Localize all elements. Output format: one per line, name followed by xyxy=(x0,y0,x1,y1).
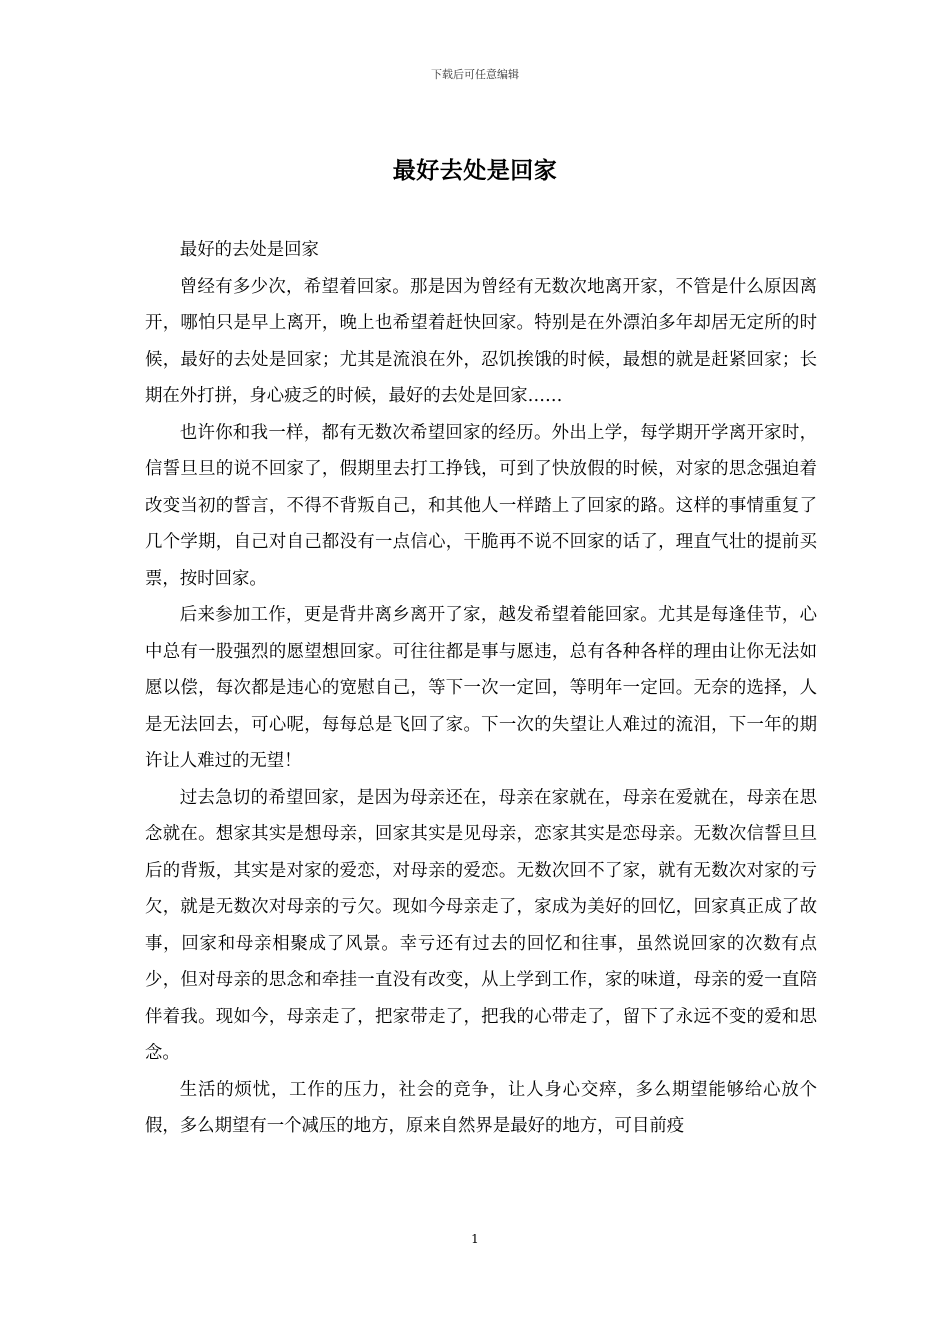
paragraph: 曾经有多少次，希望着回家。那是因为曾经有无数次地离开家，不管是什么原因离开，哪怕只是早上离开，晚上也希望着赶快回家。特别是在外漂泊多年却居无定所的时候，最好的去处是回家；尤其是流浪在外，忍饥挨饿的时候，最想的就是赶紧回家；长期在外打拼，身心疲乏的时候，最好的去处是回家…… xyxy=(145,276,817,406)
paragraph: 过去急切的希望回家，是因为母亲还在，母亲在家就在，母亲在爱就在，母亲在思念就在。想家其实是想母亲，回家其实是见母亲，恋家其实是恋母亲。无数次信誓旦旦后的背叛，其实是对家的爱恋，对母亲的爱恋。无数次回不了家，就有无数次对家的亏欠，就是无数次对母亲的亏欠。现如今母亲走了，家成为美好的回忆，回家真正成了故事，回家和母亲相聚成了风景。幸亏还有过去的回忆和往事，虽然说回家的次数有点少，但对母亲的思念和牵挂一直没有改变，从上学到工作，家的味道，母亲的爱一直陪伴着我。现如今，母亲走了，把家带走了，把我的心带走了，留下了永远不变的爱和思念。 xyxy=(145,787,817,1063)
document-title: 最好去处是回家 xyxy=(392,157,558,184)
paragraph: 生活的烦忧，工作的压力，社会的竞争，让人身心交瘁，多么期望能够给心放个假，多么期望有一个减压的地方，原来自然界是最好的地方，可目前疫 xyxy=(145,1079,817,1136)
page-number: 1 xyxy=(471,1232,479,1246)
document-body xyxy=(145,232,817,1145)
paragraph: 后来参加工作，更是背井离乡离开了家，越发希望着能回家。尤其是每逢佳节，心中总有一股强烈的愿望想回家。可往往都是事与愿违，总有各种各样的理由让你无法如愿以偿，每次都是违心的宽慰自己，等下一次一定回，等明年一定回。无奈的选择，人是无法回去，可心呢，每每总是飞回了家。下一次的失望让人难过的流泪，下一年的期许让人难过的无望！ xyxy=(145,605,817,771)
paragraph: 也许你和我一样，都有无数次希望回家的经历。外出上学，每学期开学离开家时，信誓旦旦的说不回家了，假期里去打工挣钱，可到了快放假的时候，对家的思念强迫着改变当初的誓言，不得不背叛自己，和其他人一样踏上了回家的路。这样的事情重复了几个学期，自己对自己都没有一点信心，干脆再不说不回家的话了，理直气壮的提前买票，按时回家。 xyxy=(145,422,817,589)
paragraph-subtitle: 最好的去处是回家 xyxy=(179,240,319,260)
header-note: 下载后可任意编辑 xyxy=(431,68,519,81)
